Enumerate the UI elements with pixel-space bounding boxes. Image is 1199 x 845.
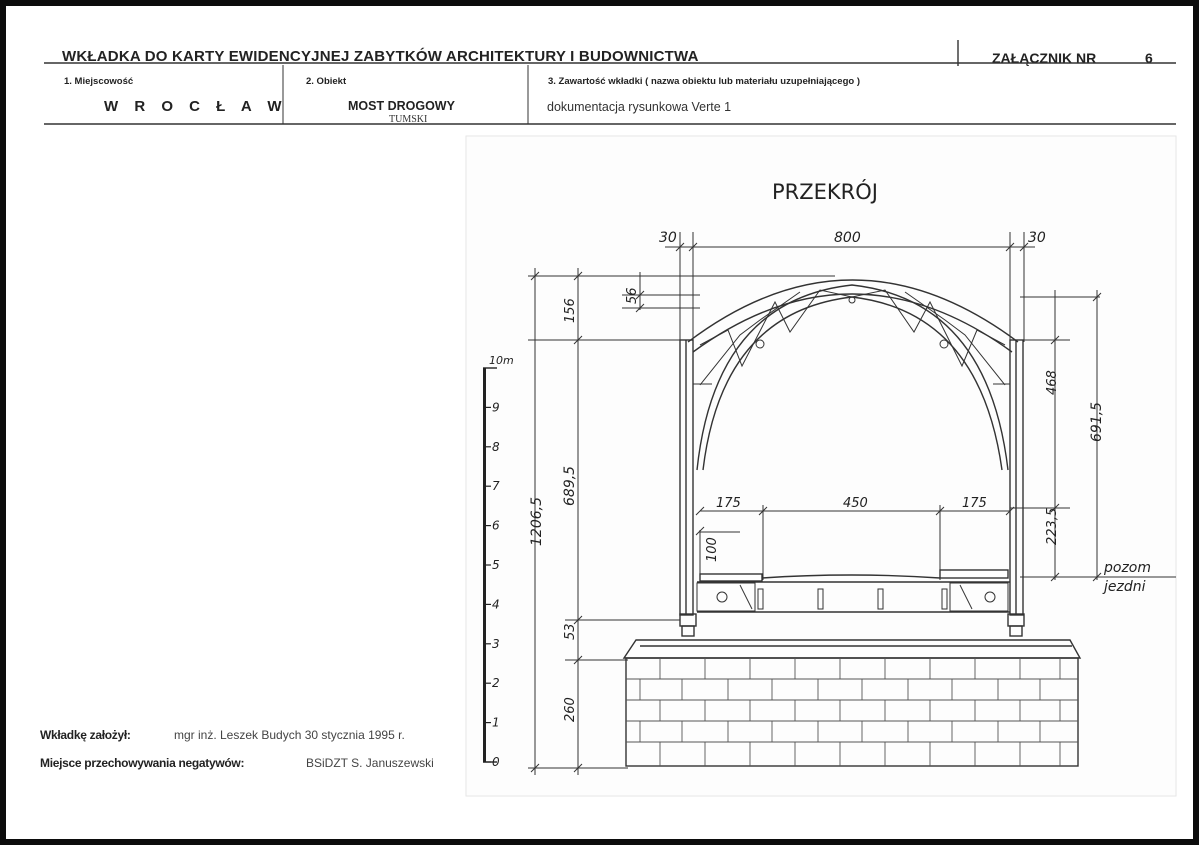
dim-base-height: 53 [563,623,578,640]
scale-tick-label: 8 [492,439,500,454]
road-level-label-2: jezdni [1104,579,1146,595]
object-label: 2. Obiekt [306,76,347,87]
dim-foundation: 260 [563,697,578,722]
scale-tick-label: 0 [492,755,500,769]
dim-roadway: 450 [843,496,868,511]
dim-side-left: 30 [659,230,677,246]
document-sheet [6,6,1193,839]
content-label: 3. Zawartość wkładki ( nazwa obiektu lub materiału uzupełniającego ) [548,76,860,87]
founded-value: mgr inż. Leszek Budych 30 stycznia 1995 r. [174,728,405,742]
attachment-number: 6 [1145,50,1153,66]
dim-right-total: 691,5 [1089,401,1105,442]
dim-arch-rise: 56 [625,287,640,304]
scale-tick-label: 2 [492,676,500,691]
dim-top-segment: 156 [563,298,578,323]
scale-tick-label: 1 [492,715,500,730]
scale-tick-label: 3 [492,636,500,651]
storage-value: BSiDZT S. Januszewski [306,756,434,770]
scale-tick-label: 5 [492,558,500,572]
storage-label: Miejsce przechowywania negatywów: [40,756,245,770]
dim-total-height: 1206,5 [529,497,545,546]
object-subvalue: TUMSKI [389,114,428,125]
dim-rail-height: 100 [705,537,720,562]
dim-right-lower: 223,5 [1045,507,1060,545]
scale-tick-label: 4 [492,597,500,612]
locality-label: 1. Miejscowość [64,76,134,87]
attachment-label: ZAŁĄCZNIK NR [992,50,1097,66]
dim-mid-height: 689,5 [562,465,578,506]
content-value: dokumentacja rysunkowa Verte 1 [547,100,732,114]
dim-sidewalk-left: 175 [716,496,741,511]
scale-tick-label: 6 [492,518,500,533]
founded-label: Wkładkę założył: [40,728,131,742]
document-title: WKŁADKA DO KARTY EWIDENCYJNEJ ZABYTKÓW ARCHITEKTURY I BUDOWNICTWA [62,48,699,65]
dim-truss-height: 468 [1045,370,1060,395]
scale-top-label: 10m [489,354,514,367]
dim-side-right: 30 [1028,230,1046,246]
dim-span: 800 [834,230,861,246]
road-level-label-1: pozom [1104,560,1152,576]
object-value: MOST DROGOWY [348,99,455,113]
locality-value: W R O C Ł A W [104,98,288,115]
scale-tick-label: 7 [492,479,500,494]
drawing-title: PRZEKRÓJ [772,180,878,204]
dim-sidewalk-right: 175 [962,496,987,511]
scale-tick-label: 9 [492,400,500,415]
drawing-canvas [6,6,1193,839]
